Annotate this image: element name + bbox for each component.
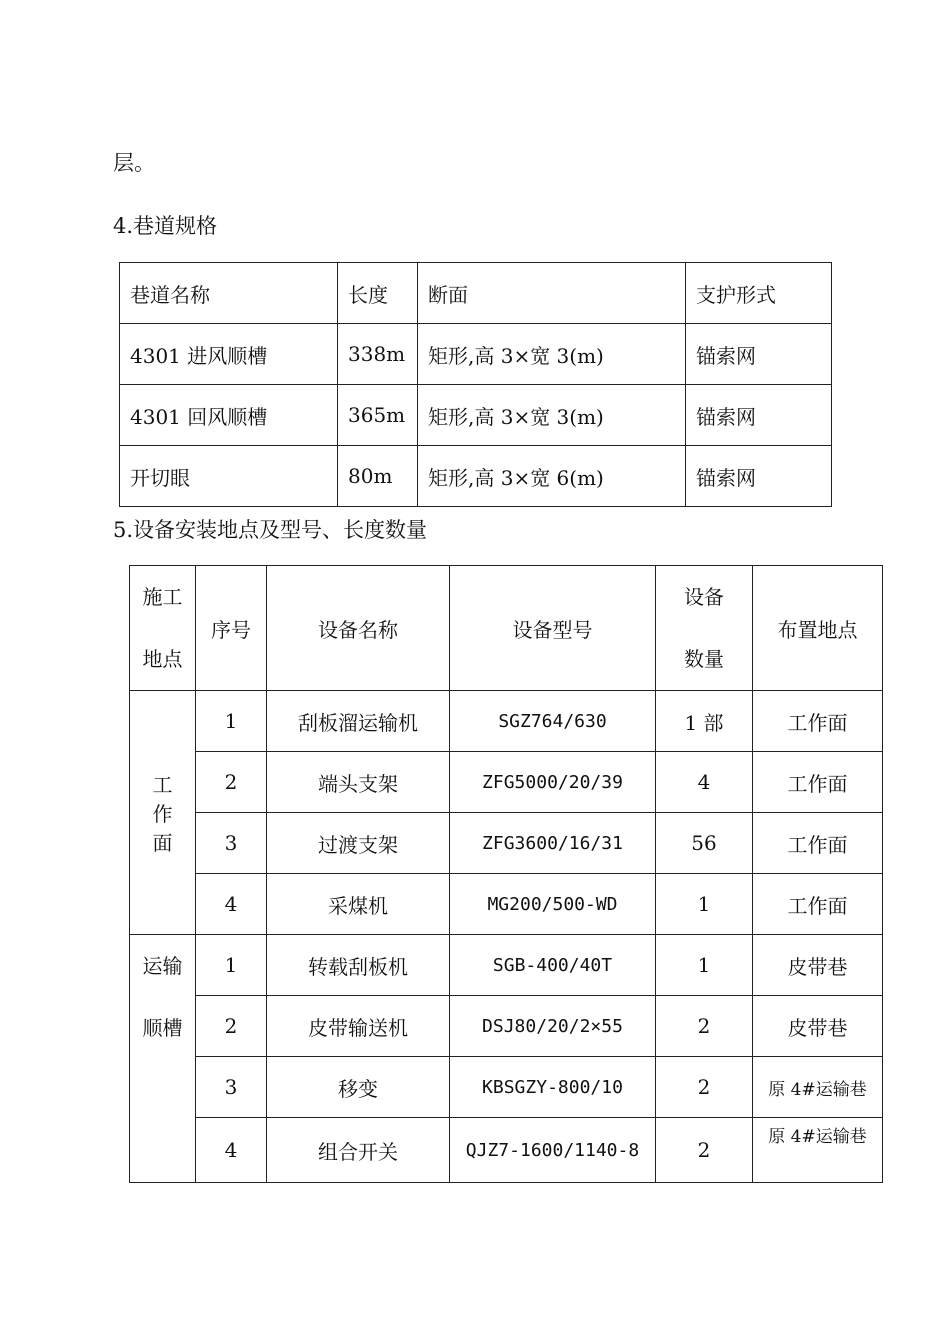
table-row [130,874,883,935]
header-section: 断面 [418,263,686,324]
cell-placement: 皮带巷 [753,935,883,996]
site-char: 工 [152,773,173,797]
header-support-type: 支护形式 [686,263,832,324]
table-row [120,446,832,507]
cell-roadway-name: 开切眼 [120,446,338,507]
cell-section: 矩形,高 3×宽 3(m) [418,385,686,446]
cell-equipment-model: SGZ764/630 [450,691,656,752]
cell-equipment-name: 过渡支架 [267,813,450,874]
cell-support-type: 锚索网 [686,446,832,507]
header-equipment-name: 设备名称 [267,566,450,691]
cell-roadway-name: 4301 进风顺槽 [120,324,338,385]
header-site-line1: 施工 [142,585,183,609]
cell-equipment-model: DSJ80/20/2×55 [450,996,656,1057]
header-site [130,566,196,691]
site-line: 运输 [142,954,183,978]
table-row [130,1118,883,1183]
cell-seq: 1 [196,691,267,752]
site-char: 作 [152,802,173,826]
equipment-table [129,565,883,1183]
table-row [120,385,832,446]
cell-equipment-name: 采煤机 [267,874,450,935]
header-placement: 布置地点 [753,566,883,691]
header-qty-line2: 数量 [684,647,724,671]
section-4-heading: 4.巷道规格 [113,214,218,238]
cell-equipment-name: 端头支架 [267,752,450,813]
table-row [130,1057,883,1118]
header-qty-line1: 设备 [684,585,724,609]
site-line: 顺槽 [142,1016,183,1040]
cell-placement: 工作面 [753,691,883,752]
cell-section: 矩形,高 3×宽 6(m) [418,446,686,507]
cell-length: 365m [338,385,418,446]
cell-equipment-model: KBSGZY-800/10 [450,1057,656,1118]
header-seq: 序号 [196,566,267,691]
cell-support-type: 锚索网 [686,385,832,446]
cell-roadway-name: 4301 回风顺槽 [120,385,338,446]
section-5-heading: 5.设备安装地点及型号、长度数量 [113,518,428,542]
cell-equipment-model: ZFG5000/20/39 [450,752,656,813]
cell-equipment-name: 组合开关 [267,1118,450,1183]
cell-seq: 3 [196,1057,267,1118]
cell-quantity: 1 部 [656,691,753,752]
cell-placement: 皮带巷 [753,996,883,1057]
site-cell-transport-roadway [130,935,196,1183]
cell-equipment-name: 刮板溜运输机 [267,691,450,752]
cell-equipment-model: QJZ7-1600/1140-8 [450,1118,656,1183]
header-roadway-name: 巷道名称 [120,263,338,324]
header-equipment-model: 设备型号 [450,566,656,691]
cell-quantity: 1 [656,935,753,996]
cell-length: 338m [338,324,418,385]
cell-placement: 原 4#运输巷 [753,1057,883,1118]
table-row [130,691,883,752]
cell-quantity: 56 [656,813,753,874]
cell-quantity: 1 [656,874,753,935]
header-length: 长度 [338,263,418,324]
cell-equipment-name: 皮带输送机 [267,996,450,1057]
table-row [130,996,883,1057]
paragraph-fragment: 层。 [113,151,155,175]
cell-seq: 3 [196,813,267,874]
roadway-spec-table [119,262,832,507]
site-cell-working-face [130,691,196,935]
cell-equipment-model: SGB-400/40T [450,935,656,996]
cell-equipment-model: ZFG3600/16/31 [450,813,656,874]
cell-seq: 2 [196,996,267,1057]
cell-seq: 2 [196,752,267,813]
cell-quantity: 2 [656,1118,753,1183]
cell-equipment-model: MG200/500-WD [450,874,656,935]
cell-quantity: 2 [656,996,753,1057]
header-quantity [656,566,753,691]
cell-quantity: 2 [656,1057,753,1118]
cell-seq: 4 [196,874,267,935]
table-row [120,324,832,385]
cell-support-type: 锚索网 [686,324,832,385]
cell-placement: 工作面 [753,874,883,935]
table-row [130,752,883,813]
table-row [130,935,883,996]
table-header-row [120,263,832,324]
cell-placement: 工作面 [753,813,883,874]
site-char: 面 [152,831,173,855]
cell-length: 80m [338,446,418,507]
header-site-line2: 地点 [142,647,183,671]
cell-seq: 4 [196,1118,267,1183]
cell-placement: 工作面 [753,752,883,813]
cell-equipment-name: 转载刮板机 [267,935,450,996]
cell-equipment-name: 移变 [267,1057,450,1118]
cell-quantity: 4 [656,752,753,813]
table-header-row [130,566,883,691]
cell-placement: 原 4#运输巷 [753,1118,883,1183]
cell-section: 矩形,高 3×宽 3(m) [418,324,686,385]
cell-seq: 1 [196,935,267,996]
table-row [130,813,883,874]
